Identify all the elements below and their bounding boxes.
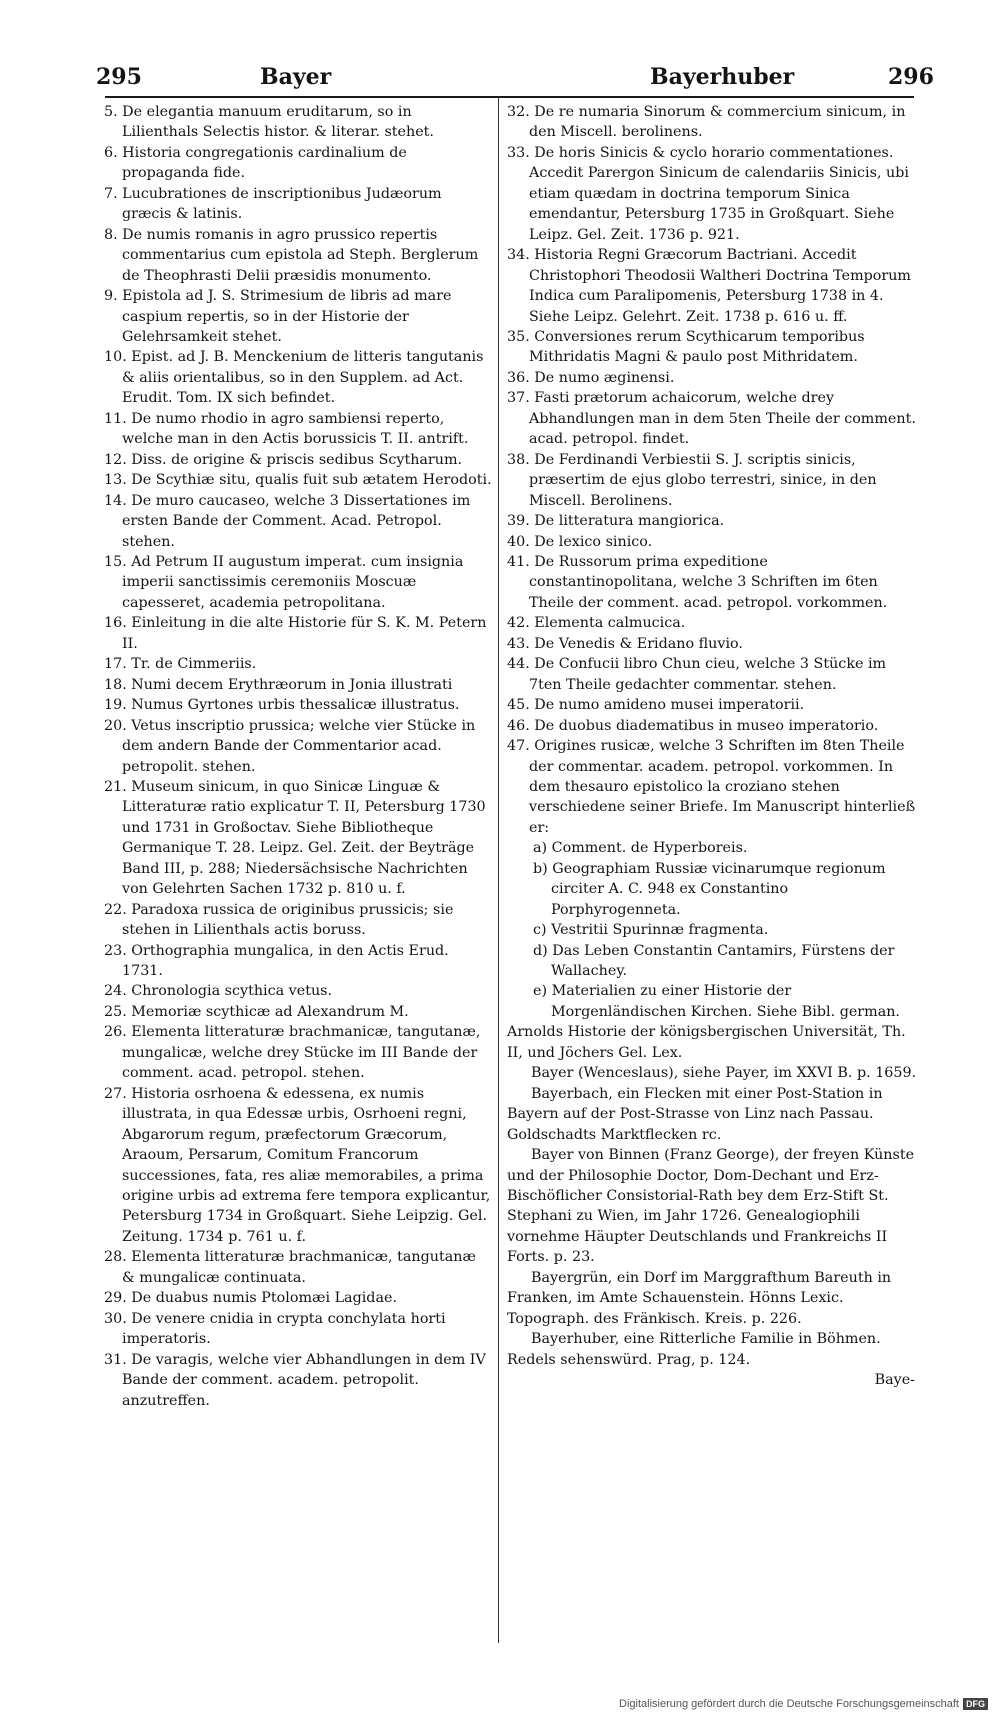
lexicon-entry: Bayerhuber, eine Ritterliche Familie in Böhmen. Redels sehenswürd. Prag, p. 124. [507, 1331, 881, 1368]
list-item: 24. Chronologia scythica vetus. [104, 983, 333, 1000]
list-item: 9. Epistola ad J. S. Strimesium de libris ad mare caspium repertis, so in der Historie der Gelehrsamkeit stehet. [104, 288, 452, 345]
list-item: 14. De muro caucaseo, welche 3 Dissertationes im ersten Bande der Comment. Acad. Petropol. stehen. [104, 492, 471, 550]
left-page-number: 295 [96, 64, 142, 90]
lexicon-entry: Bayer (Wenceslaus), siehe Payer, im XXVI B. p. 1659. [531, 1065, 917, 1082]
dfg-logo: DFG [963, 1698, 988, 1710]
list-item: 23. Orthographia mungalica, in den Actis Erud. 1731. [104, 942, 449, 980]
left-running-head: Bayer [260, 64, 332, 90]
sub-list-item: c) Vestritii Spurinnæ fragmenta. [533, 922, 769, 939]
list-item: 26. Elementa litteraturæ brachmanicæ, tangutanæ, mungalicæ, welche drey Stücke im III Bande der comment. acad. petropol. stehen. [104, 1024, 481, 1082]
list-item: 42. Elementa calmucica. [507, 615, 686, 632]
list-item: 40. De lexico sinico. [507, 533, 653, 550]
list-item: 7. Lucubrationes de inscriptionibus Judæorum græcis & latinis. [104, 185, 442, 223]
digitization-footer [619, 1698, 988, 1710]
list-item: 28. Elementa litteraturæ brachmanicæ, tangutanæ & mungalicæ continuata. [104, 1249, 476, 1286]
list-item: 20. Vetus inscriptio prussica; welche vier Stücke in dem andern Bande der Commentarior acad. petropolit. stehen. [104, 717, 476, 775]
sub-list-item: d) Das Leben Constantin Cantamirs, Fürstens der Wallachey. [533, 942, 895, 980]
list-item: 11. De numo rhodio in agro sambiensi reperto, welche man in den Actis borussicis T. II. antrift. [104, 410, 469, 448]
sub-list-item: e) Materialien zu einer Historie der Morgenländischen Kirchen. Siehe Bibl. german. [533, 983, 900, 1020]
list-item: 27. Historia osrhoena & edessena, ex numis illustrata, in qua Edessæ urbis, Osrhoeni regni, Abgarorum regum, præfectorum Græcorum, Araoum, Persarum, Comitum Francorum successiones, fata, res aliæ memorabiles, a prima origine urbis ad extrema fere tempora explicantur, Petersburg 1734 in Großquart. Siehe Leipzig. Gel. Zeitung. 1734 p. 761 u. f. [104, 1085, 491, 1245]
list-item: 32. De re numaria Sinorum & commercium sinicum, in den Miscell. berolinens. [507, 104, 906, 141]
footer-text: Digitalisierung gefördert durch die Deutsche Forschungsgemeinschaft [619, 1698, 959, 1710]
list-item: 36. De numo æginensi. [507, 369, 675, 386]
right-column [507, 102, 919, 1391]
right-page-number: 296 [888, 64, 934, 90]
list-item: 29. De duabus numis Ptolomæi Lagidae. [104, 1290, 397, 1307]
sub-list-item: b) Geographiam Russiæ vicinarumque regionum circiter A. C. 948 ex Constantino Porphyrogenneta. [533, 860, 886, 918]
left-column [104, 102, 492, 1411]
list-item: 5. De elegantia manuum eruditarum, so in Lilienthals Selectis histor. & literar. stehet. [104, 104, 434, 141]
list-item: 33. De horis Sinicis & cyclo horario commentationes. Accedit Parergon Sinicum de calendariis Sinicis, ubi etiam quædam in doctrina temporum Sinica emendantur, Petersburg 1735 in Großquart. Siehe Leipz. Gel. Zeit. 1736 p. 921. [507, 144, 909, 243]
list-item: 10. Epist. ad J. B. Menckenium de litteris tangutanis & aliis orientalibus, so in den Supplem. ad Act. Erudit. Tom. IX sich befindet. [104, 349, 484, 407]
list-item: 12. Diss. de origine & priscis sedibus Scytharum. [104, 451, 463, 468]
continuation-text: Arnolds Historie der königsbergischen Universität, Th. II, und Jöchers Gel. Lex. [507, 1024, 906, 1061]
catchword: Baye- [874, 1372, 915, 1389]
list-item: 38. De Ferdinandi Verbiestii S. J. scriptis sinicis, præsertim de ejus globo terrestri, sinice, in den Miscell. Berolinens. [507, 451, 877, 509]
column-divider [498, 98, 499, 1643]
list-item: 25. Memoriæ scythicæ ad Alexandrum M. [104, 1003, 409, 1020]
list-item: 43. De Venedis & Eridano fluvio. [507, 635, 743, 652]
list-item: 30. De venere cnidia in crypta conchylata horti imperatoris. [104, 1310, 446, 1348]
list-item: 17. Tr. de Cimmeriis. [104, 656, 257, 673]
list-item: 6. Historia congregationis cardinalium de propaganda fide. [104, 144, 407, 182]
list-item: 31. De varagis, welche vier Abhandlungen in dem IV Bande der comment. academ. petropolit. anzutreffen. [104, 1351, 486, 1409]
sub-list-item: a) Comment. de Hyperboreis. [533, 840, 748, 857]
list-item: 18. Numi decem Erythræorum in Jonia illustrati [104, 676, 453, 693]
list-item: 8. De numis romanis in agro prussico repertis commentarius cum epistola ad Steph. Berglerum de Theophrasti Delii præsidis monumento. [104, 226, 479, 284]
list-item: 46. De duobus diadematibus in museo imperatorio. [507, 717, 879, 734]
list-item: 44. De Confucii libro Chun cieu, welche 3 Stücke im 7ten Theile gedachter commentar. stehen. [507, 656, 887, 693]
list-item: 41. De Russorum prima expeditione constantinopolitana, welche 3 Schriften im 6ten Theile der comment. acad. petropol. vorkommen. [507, 553, 888, 611]
list-item: 22. Paradoxa russica de originibus prussicis; sie stehen in Lilienthals actis boruss. [104, 901, 454, 939]
list-item: 45. De numo amideno musei imperatorii. [507, 697, 805, 714]
list-item: 35. Conversiones rerum Scythicarum temporibus Mithridatis Magni & paulo post Mithridatem. [507, 328, 865, 366]
list-item: 47. Origines rusicæ, welche 3 Schriften im 8ten Theile der commentar. academ. petropol. vorkommen. In dem thesauro epistolico la croziano stehen verschiedene seiner Briefe. Im Manuscript hinterließ er: [507, 738, 916, 836]
list-item: 13. De Scythiæ situ, qualis fuit sub ætatem Herodoti. [104, 472, 492, 489]
list-item: 37. Fasti prætorum achaicorum, welche drey Abhandlungen man in dem 5ten Theile der comment. acad. petropol. findet. [507, 390, 916, 448]
lexicon-entry: Bayer von Binnen (Franz George), der freyen Künste und der Philosophie Doctor, Dom-Dechant und Erz-Bischöflicher Consistorial-Rath bey dem Erz-Stift St. Stephani zu Wien, im Jahr 1726. Genealogiophili vornehme Häupter Deutschlands und Frankreichs II Forts. p. 23. [507, 1147, 915, 1266]
lexicon-entry: Bayergrün, ein Dorf im Marggrafthum Bareuth in Franken, im Amte Schauenstein. Hönns Lexic. Topograph. des Fränkisch. Kreis. p. 226. [507, 1269, 892, 1327]
list-item: 39. De litteratura mangiorica. [507, 513, 725, 530]
list-item: 21. Museum sinicum, in quo Sinicæ Linguæ & Litteraturæ ratio explicatur T. II, Petersburg 1730 und 1731 in Großoctav. Siehe Bibliotheque Germanique T. 28. Leipz. Gel. Zeit. der Beyträge Band III, p. 288; Niedersächsische Nachrichten von Gelehrten Sachen 1732 p. 810 u. f. [104, 778, 486, 898]
right-running-head: Bayerhuber [650, 64, 795, 90]
lexicon-entry: Bayerbach, ein Flecken mit einer Post-Station in Bayern auf der Post-Strasse von Linz nach Passau. Goldschadts Marktflecken rc. [507, 1085, 883, 1143]
header-rule [105, 96, 914, 98]
list-item: 19. Numus Gyrtones urbis thessalicæ illustratus. [104, 697, 460, 714]
list-item: 16. Einleitung in die alte Historie für S. K. M. Petern II. [104, 615, 487, 652]
list-item: 34. Historia Regni Græcorum Bactriani. Accedit Christophori Theodosii Waltheri Doctrina Temporum Indica cum Paralipomenis, Petersburg 1738 in 4. Siehe Leipz. Gelehrt. Zeit. 1738 p. 616 u. ff. [507, 247, 911, 325]
list-item: 15. Ad Petrum II augustum imperat. cum insignia imperii sanctissimis ceremoniis Moscuæ capesseret, academia petropolitana. [104, 553, 464, 611]
